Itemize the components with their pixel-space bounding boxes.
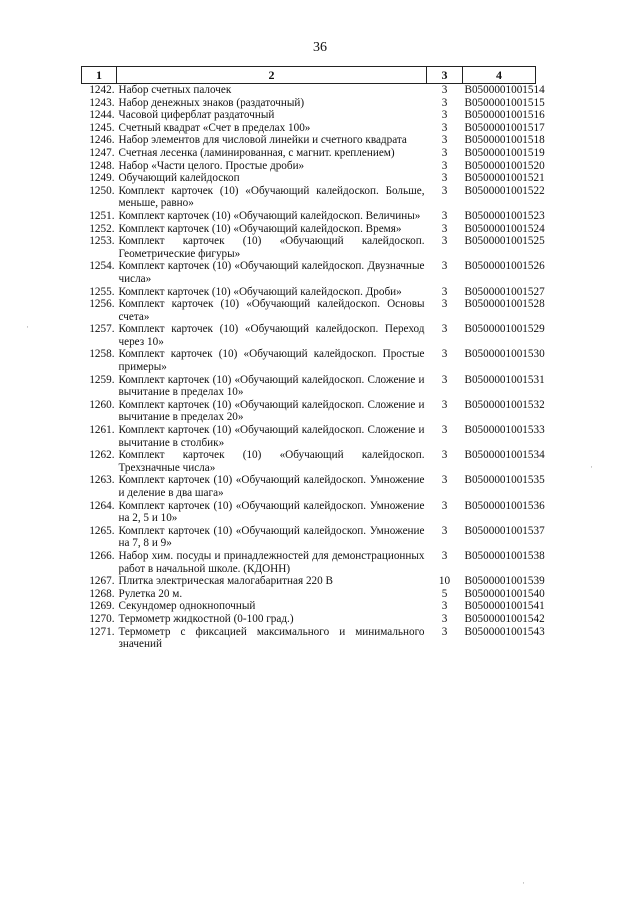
- item-code: B0500001001528: [464, 298, 545, 311]
- item-code: B0500001001534: [464, 449, 545, 462]
- table-row: [82, 223, 536, 236]
- item-code: B0500001001535: [464, 474, 545, 487]
- item-name: Комплект карточек (10) «Обучающий калейдоскоп. Сложение и вычитание в столбик»: [118, 424, 425, 449]
- row-number: 1262.: [89, 449, 115, 462]
- item-quantity: 3: [441, 298, 448, 311]
- table-row: [82, 109, 536, 122]
- table-row: [82, 286, 536, 299]
- table-row: [82, 575, 536, 588]
- item-quantity: 3: [441, 398, 448, 411]
- item-code: B0500001001520: [464, 159, 545, 172]
- row-number: 1248.: [89, 159, 115, 172]
- row-number: 1264.: [89, 499, 115, 512]
- header-col-4: 4: [463, 67, 536, 84]
- item-code: B0500001001541: [464, 600, 545, 613]
- table-row: [82, 97, 536, 110]
- item-code: B0500001001518: [464, 134, 545, 147]
- row-number: 1244.: [89, 109, 115, 122]
- item-name: Счетная лесенка (ламинированная, с магнит. креплением): [118, 146, 395, 159]
- item-code: B0500001001536: [464, 499, 545, 512]
- row-number: 1256.: [89, 298, 115, 311]
- row-number: 1271.: [89, 625, 115, 638]
- item-code: B0500001001539: [464, 575, 545, 588]
- item-name: Набор денежных знаков (раздаточный): [118, 96, 305, 109]
- table-row: [82, 424, 536, 449]
- item-code: B0500001001514: [464, 84, 545, 96]
- table-row: [82, 626, 536, 651]
- row-number: 1260.: [89, 398, 115, 411]
- item-quantity: 3: [441, 172, 448, 185]
- item-code: B0500001001538: [464, 549, 545, 562]
- table-row: [82, 474, 536, 499]
- row-number: 1254.: [89, 260, 115, 273]
- item-code: B0500001001542: [464, 612, 545, 625]
- scan-speck: ·: [590, 462, 593, 472]
- table-row: [82, 600, 536, 613]
- item-code: B0500001001530: [464, 348, 545, 361]
- header-col-1: 1: [82, 67, 117, 84]
- item-quantity: 3: [441, 235, 448, 248]
- item-quantity: 3: [441, 146, 448, 159]
- row-number: 1257.: [89, 323, 115, 336]
- item-quantity: 3: [441, 134, 448, 147]
- item-quantity: 3: [441, 260, 448, 273]
- item-name: Счетный квадрат «Счет в пределах 100»: [118, 121, 311, 134]
- row-number: 1251.: [89, 209, 115, 222]
- item-name: Комплект карточек (10) «Обучающий калейдоскоп. Сложение и вычитание в пределах 20»: [118, 398, 425, 424]
- item-code: B0500001001523: [464, 209, 545, 222]
- scan-speck: ·: [522, 878, 525, 888]
- item-code: B0500001001532: [464, 398, 545, 411]
- item-quantity: 3: [441, 285, 448, 298]
- row-number: 1263.: [89, 474, 115, 487]
- item-code: B0500001001525: [464, 235, 545, 248]
- item-quantity: 3: [441, 449, 448, 462]
- row-number: 1268.: [89, 587, 115, 600]
- row-number: 1250.: [89, 184, 115, 197]
- item-name: Комплект карточек (10) «Обучающий калейдоскоп. Сложение и вычитание в пределах 10»: [118, 373, 425, 399]
- row-number: 1245.: [89, 121, 115, 134]
- item-name: Комплект карточек (10) «Обучающий калейдоскоп. Умножение и деление в два шага»: [118, 474, 425, 499]
- scan-speck: ·: [26, 322, 29, 332]
- table-row: [82, 399, 536, 424]
- item-name: Комплект карточек (10) «Обучающий калейдоскоп. Переход через 10»: [118, 323, 425, 348]
- item-quantity: 3: [441, 348, 448, 361]
- item-name: Комплект карточек (10) «Обучающий калейдоскоп. Время»: [118, 222, 402, 235]
- item-quantity: 3: [441, 96, 448, 109]
- item-quantity: 3: [441, 159, 448, 172]
- items-table: [81, 66, 545, 651]
- item-name: Набор элементов для числовой линейки и счетного квадрата: [118, 134, 407, 147]
- header-col-2: 2: [117, 67, 427, 84]
- item-name: Обучающий калейдоскоп: [118, 172, 240, 185]
- item-code: B0500001001543: [464, 625, 545, 638]
- item-quantity: 10: [438, 575, 451, 588]
- item-quantity: 3: [441, 222, 448, 235]
- table-row: [82, 550, 536, 575]
- item-code: B0500001001529: [464, 323, 545, 336]
- table-row: [82, 147, 536, 160]
- row-number: 1243.: [89, 96, 115, 109]
- item-name: Секундомер однокнопочный: [118, 600, 256, 613]
- item-quantity: 3: [441, 184, 448, 197]
- item-name: Комплект карточек (10) «Обучающий калейдоскоп. Умножение на 7, 8 и 9»: [118, 524, 425, 550]
- item-name: Комплект карточек (10) «Обучающий калейдоскоп. Двузначные числа»: [118, 260, 425, 285]
- table-row: [82, 525, 536, 550]
- table-row: [82, 172, 536, 185]
- table-row: [82, 613, 536, 626]
- item-code: B0500001001527: [464, 285, 545, 298]
- table-row: [82, 235, 536, 260]
- item-name: Термометр жидкостной (0-100 град.): [118, 612, 294, 625]
- item-quantity: 3: [441, 549, 448, 562]
- item-quantity: 3: [441, 424, 448, 437]
- item-name: Комплект карточек (10) «Обучающий калейдоскоп. Дроби»: [118, 285, 402, 298]
- header-col-3: 3: [427, 67, 463, 84]
- table-row: [82, 374, 536, 399]
- row-number: 1269.: [89, 600, 115, 613]
- item-name: Часовой циферблат раздаточный: [118, 109, 275, 122]
- item-code: B0500001001533: [464, 424, 545, 437]
- item-quantity: 3: [441, 373, 448, 386]
- item-quantity: 3: [441, 209, 448, 222]
- row-number: 1261.: [89, 424, 115, 437]
- item-code: B0500001001516: [464, 109, 545, 122]
- item-code: B0500001001522: [464, 184, 545, 197]
- item-code: B0500001001517: [464, 121, 545, 134]
- item-code: B0500001001526: [464, 260, 545, 273]
- table-row: [82, 348, 536, 373]
- table-row: [82, 122, 536, 135]
- item-quantity: 3: [441, 612, 448, 625]
- item-name: Набор хим. посуды и принадлежностей для демонстрационных работ в начальной школе. (КДОНН): [118, 549, 425, 575]
- table-row: [82, 588, 536, 601]
- item-code: B0500001001540: [464, 587, 545, 600]
- item-name: Комплект карточек (10) «Обучающий калейдоскоп. Больше, меньше, равно»: [118, 184, 425, 210]
- table-header-row: [82, 67, 536, 84]
- item-quantity: 3: [441, 323, 448, 336]
- row-number: 1242.: [89, 84, 115, 96]
- item-name: Термометр с фиксацией максимального и минимального значений: [118, 625, 425, 651]
- item-code: B0500001001519: [464, 146, 545, 159]
- row-number: 1258.: [89, 348, 115, 361]
- table-row: [82, 185, 536, 210]
- item-code: B0500001001537: [464, 524, 545, 537]
- item-code: B0500001001531: [464, 373, 545, 386]
- item-quantity: 3: [441, 121, 448, 134]
- row-number: 1253.: [89, 235, 115, 248]
- item-name: Набор счетных палочек: [118, 84, 232, 96]
- row-number: 1270.: [89, 612, 115, 625]
- table-row: [82, 134, 536, 147]
- item-name: Набор «Части целого. Простые дроби»: [118, 159, 305, 172]
- item-name: Комплект карточек (10) «Обучающий калейдоскоп. Геометрические фигуры»: [118, 235, 425, 260]
- row-number: 1267.: [89, 575, 115, 588]
- row-number: 1249.: [89, 172, 115, 185]
- item-code: B0500001001521: [464, 172, 545, 185]
- item-code: B0500001001515: [464, 96, 545, 109]
- row-number: 1265.: [89, 524, 115, 537]
- item-name: Рулетка 20 м.: [118, 587, 183, 600]
- item-quantity: 3: [441, 499, 448, 512]
- row-number: 1246.: [89, 134, 115, 147]
- table-row: [82, 298, 536, 323]
- row-number: 1266.: [89, 549, 115, 562]
- item-quantity: 3: [441, 109, 448, 122]
- page-number: 36: [313, 40, 327, 55]
- table-row: [82, 323, 536, 348]
- item-name: Комплект карточек (10) «Обучающий калейдоскоп. Простые примеры»: [118, 348, 425, 374]
- table-row: [82, 210, 536, 223]
- row-number: 1247.: [89, 146, 115, 159]
- table-row: [82, 84, 536, 97]
- row-number: 1252.: [89, 222, 115, 235]
- item-quantity: 3: [441, 600, 448, 613]
- item-name: Комплект карточек (10) «Обучающий калейдоскоп. Основы счета»: [118, 298, 425, 323]
- table-row: [82, 500, 536, 525]
- item-name: Комплект карточек (10) «Обучающий калейдоскоп. Трехзначные числа»: [118, 449, 425, 474]
- table-row: [82, 449, 536, 474]
- item-quantity: 3: [441, 524, 448, 537]
- row-number: 1259.: [89, 373, 115, 386]
- item-name: Комплект карточек (10) «Обучающий калейдоскоп. Величины»: [118, 209, 421, 222]
- item-quantity: 3: [441, 625, 448, 638]
- row-number: 1255.: [89, 285, 115, 298]
- table-row: [82, 160, 536, 173]
- item-code: B0500001001524: [464, 222, 545, 235]
- item-quantity: 5: [441, 587, 448, 600]
- item-name: Комплект карточек (10) «Обучающий калейдоскоп. Умножение на 2, 5 и 10»: [118, 499, 425, 525]
- item-name: Плитка электрическая малогабаритная 220 В: [118, 575, 333, 588]
- item-quantity: 3: [441, 84, 448, 96]
- table-row: [82, 260, 536, 285]
- item-quantity: 3: [441, 474, 448, 487]
